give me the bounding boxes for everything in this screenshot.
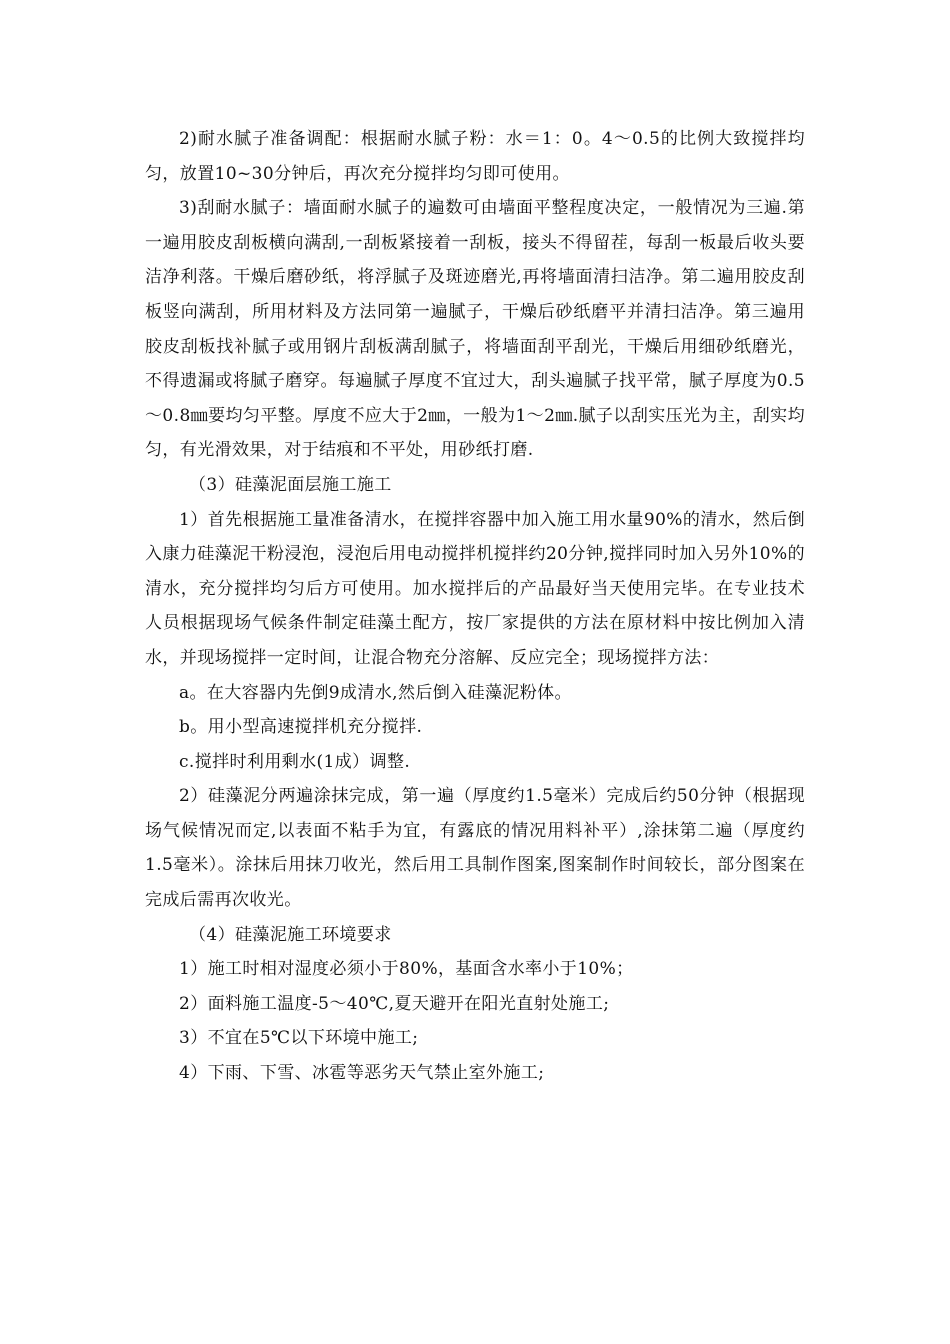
document-body xyxy=(145,122,805,1091)
section-heading-environment-requirements: （4）硅藻泥施工环境要求 xyxy=(189,924,392,945)
paragraph-putty-scraping: 3)刮耐水腻子：墙面耐水腻子的遍数可由墙面平整程度决定，一般情况为三遍.第一遍用胶皮刮板横向满刮,一刮板紧接着一刮板，接头不得留茬，每刮一板最后收头要洁净利落。干燥后磨砂纸，将浮腻子及斑迹磨光,再将墙面清扫洁净。第二遍用胶皮刮板竖向满刮，所用材料及方法同第一遍腻子，干燥后砂纸磨平并清扫洁净。第三遍用胶皮刮板找补腻子或用钢片刮板满刮腻子，将墙面刮平刮光，干燥后用细砂纸磨光，不得遗漏或将腻子磨穿。每遍腻子厚度不宜过大，刮头遍腻子找平常，腻子厚度为0.5～0.8㎜要均匀平整。厚度不应大于2㎜，一般为1～2㎜.腻子以刮实压光为主，刮实均匀，有光滑效果，对于结痕和不平处，用砂纸打磨. xyxy=(145,198,805,461)
list-item-step-b: b。用小型高速搅拌机充分搅拌. xyxy=(179,717,423,738)
section-heading-diatom-mud-surface: （3）硅藻泥面层施工施工 xyxy=(189,474,392,495)
requirement-temperature: 2）面料施工温度-5～40℃,夏天避开在阳光直射处施工; xyxy=(179,993,610,1014)
paragraph-putty-mixing: 2)耐水腻子准备调配：根据耐水腻子粉：水＝1：0。4～0.5的比例大致搅拌均匀，放置10~30分钟后，再次充分搅拌均匀即可使用。 xyxy=(145,129,805,184)
requirement-weather: 4）下雨、下雪、冰雹等恶劣天气禁止室外施工; xyxy=(179,1063,545,1084)
requirement-min-temperature: 3）不宜在5℃以下环境中施工; xyxy=(179,1028,419,1049)
requirement-humidity: 1）施工时相对湿度必须小于80%，基面含水率小于10%； xyxy=(179,959,634,980)
paragraph-two-coat-application: 2）硅藻泥分两遍涂抹完成，第一遍（厚度约1.5毫米）完成后约50分钟（根据现场气候情况而定,以表面不粘手为宜，有露底的情况用料补平）,涂抹第二遍（厚度约1.5毫米）。涂抹后用抹刀收光，然后用工具制作图案,图案制作时间较长，部分图案在完成后需再次收光。 xyxy=(145,786,805,911)
list-item-step-c: c.搅拌时利用剩水(1成）调整. xyxy=(179,751,411,772)
paragraph-water-preparation: 1）首先根据施工量准备清水，在搅拌容器中加入施工用水量90%的清水，然后倒入康力硅藻泥干粉浸泡，浸泡后用电动搅拌机搅拌约20分钟,搅拌同时加入另外10%的清水，充分搅拌均匀后方可使用。加水搅拌后的产品最好当天使用完毕。在专业技术人员根据现场气候条件制定硅藻土配方，按厂家提供的方法在原材料中按比例加入清水，并现场搅拌一定时间，让混合物充分溶解、反应完全；现场搅拌方法： xyxy=(145,509,805,668)
list-item-step-a: a。在大容器内先倒9成清水,然后倒入硅藻泥粉体。 xyxy=(179,682,572,703)
